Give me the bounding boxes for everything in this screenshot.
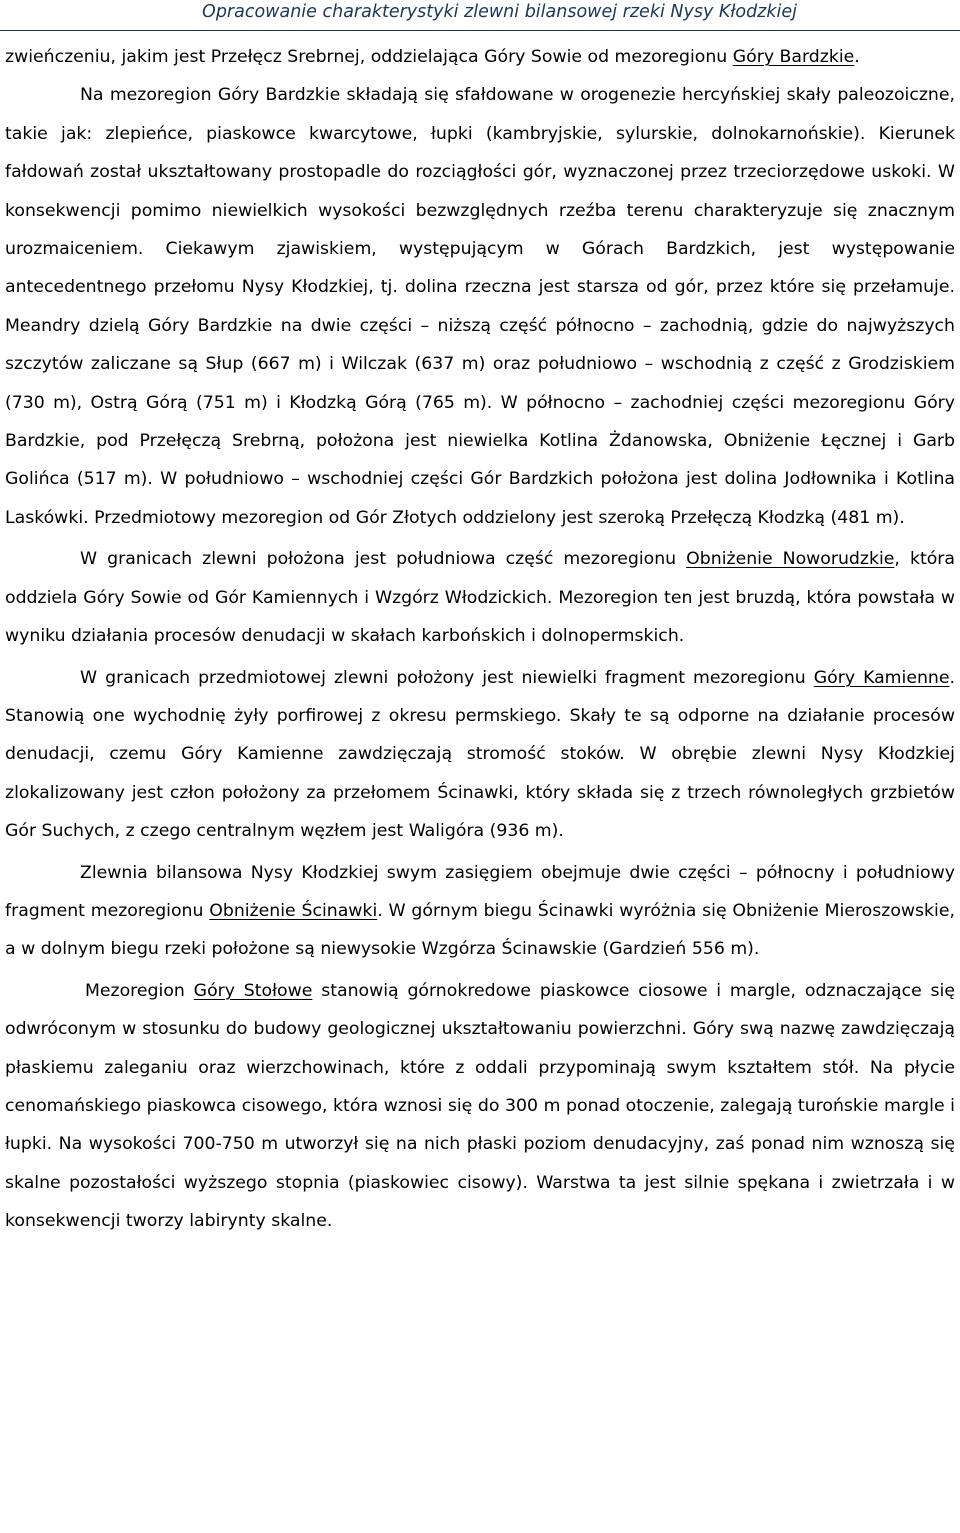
document-body bbox=[5, 38, 955, 1241]
paragraph-5 bbox=[5, 854, 955, 969]
paragraph-3-text: W granicach zlewni położona jest południowa część mezoregionu bbox=[80, 549, 687, 570]
link-gory-stolowe: Góry Stołowe bbox=[193, 980, 313, 1001]
paragraph-6-text: Mezoregion bbox=[85, 980, 194, 1001]
paragraph-4-text: W granicach przedmiotowej zlewni położony jest niewielki fragment mezoregionu bbox=[80, 667, 814, 688]
paragraph-6-end: stanowią górnokredowe piaskowce ciosowe i margle, odznaczające się odwróconym w stosunku do budowy geologicznej ukształtowaniu powierzchni. Góry swą nazwę zawdzięczają płaskiemu zaleganiu oraz wierzchowinach, które z oddali przypominają swym kształtem stół. Na płycie cenomańskiego piaskowca cisowego, która wznosi się do 300 m ponad otoczenie, zalegają turońskie margle i łupki. Na wysokości 700-750 m utworzył się na nich płaski poziom denudacyjny, zaś ponad nim wznoszą się skalne pozostałości wyższego stopnia (piaskowiec cisowy). Warstwa ta jest silnie spękana i zwietrzała i w konsekwencji tworzy labirynty skalne. bbox=[5, 980, 955, 1232]
paragraph-5-end: . W górnym biegu Ścinawki wyróżnia się Obniżenie Mieroszowskie, a w dolnym biegu rzeki położone są niewysokie Wzgórza Ścinawskie (Gardzień 556 m). bbox=[5, 900, 955, 960]
link-obnizenie-scinawki: Obniżenie Ścinawki bbox=[209, 900, 378, 921]
paragraph-1-text: zwieńczeniu, jakim jest Przełęcz Srebrnej, oddzielająca Góry Sowie od mezoregionu bbox=[5, 47, 733, 67]
running-header: Opracowanie charakterystyki zlewni bilansowej rzeki Nysy Kłodzkiej bbox=[202, 2, 797, 22]
paragraph-3 bbox=[5, 540, 955, 655]
paragraph-2: Na mezoregion Góry Bardzkie składają się sfałdowane w orogenezie hercyńskiej skały paleozoiczne, takie jak: zlepieńce, piaskowce kwarcytowe, łupki (kambryjskie, sylurskie, dolnokarnońskie). Kierunek fałdowań został ukształtowany prostopadle do rozciągłości gór, wyznaczonej przez trzeciorzędowe uskoki. W konsekwencji pomimo niewielkich wysokości bezwzględnych rzeźba terenu charakteryzuje się znacznym urozmaiceniem. Ciekawym zjawiskiem, występującym w Górach Bardzkich, jest występowanie antecedentnego przełomu Nysy Kłodzkiej, tj. dolina rzeczna jest starsza od gór, przez które się przełamuje. Meandry dzielą Góry Bardzkie na dwie części – niższą część północno – zachodnią, gdzie do najwyższych szczytów zaliczane są Słup (667 m) i Wilczak (637 m) oraz południowo – wschodnią z część z Grodziskiem (730 m), Ostrą Górą (751 m) i Kłodzką Górą (765 m). W północno – zachodniej części mezoregionu Góry Bardzkie, pod Przełęczą Srebrną, położona jest niewielka Kotlina Żdanowska, Obniżenie Łęcznej i Garb Golińca (517 m). W południowo – wschodniej części Gór Bardzkich położona jest dolina Jodłownika i Kotlina Laskówki. Przedmiotowy mezoregion od Gór Złotych oddzielony jest szeroką Przełęczą Kłodzką (481 m). bbox=[5, 85, 955, 528]
paragraph-4-end: . Stanowią one wychodnię żyły porfirowej z okresu permskiego. Skały te są odporne na działanie procesów denudacji, czemu Góry Kamienne zawdzięczają stromość stoków. W obrębie zlewni Nysy Kłodzkiej zlokalizowany jest człon położony za przełomem Ścinawki, który składa się z trzech równoległych grzbietów Gór Suchych, z czego centralnym węzłem jest Waligóra (936 m). bbox=[5, 667, 955, 842]
paragraph-3-end: , która oddziela Góry Sowie od Gór Kamiennych i Wzgórz Włodzickich. Mezoregion ten jest bruzdą, która powstała w wyniku działania procesów denudacji w skałach karbońskich i dolnopermskich. bbox=[5, 549, 955, 647]
header-rule bbox=[0, 30, 960, 31]
paragraph-5-text: Zlewnia bilansowa Nysy Kłodzkiej swym zasięgiem obejmuje dwie części – północny i południowy fragment mezoregionu bbox=[5, 862, 955, 921]
paragraph-4 bbox=[5, 659, 955, 851]
link-gory-bardzkie: Góry Bardzkie bbox=[732, 47, 855, 67]
paragraph-6 bbox=[5, 972, 955, 1241]
link-gory-kamienne: Góry Kamienne bbox=[813, 667, 950, 688]
paragraph-1-end: . bbox=[854, 47, 860, 67]
paragraph-1 bbox=[5, 38, 955, 76]
link-obnizenie-noworudzkie: Obniżenie Noworudzkie bbox=[686, 549, 895, 570]
